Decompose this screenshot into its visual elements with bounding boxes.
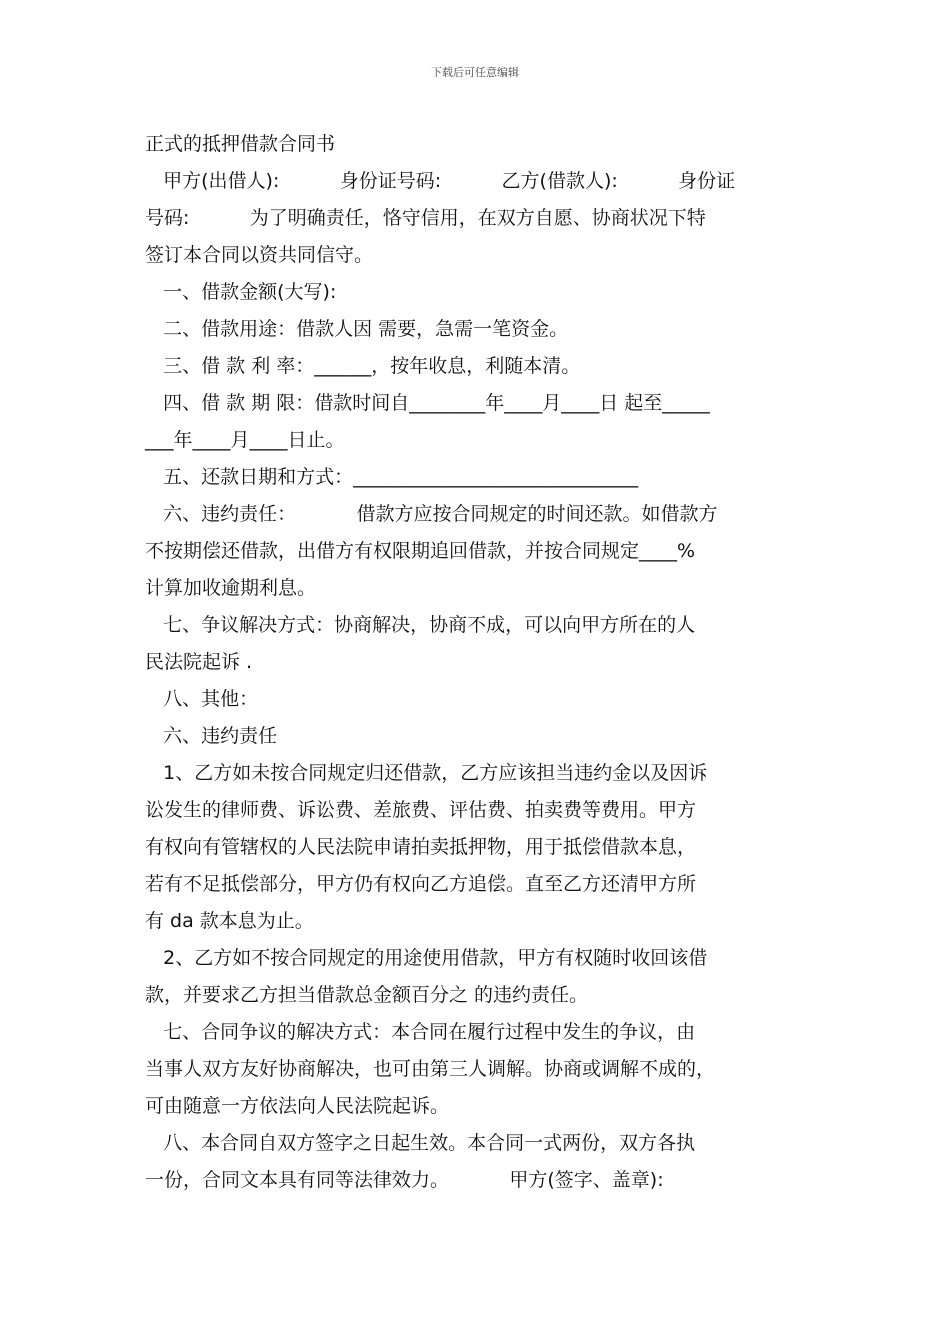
page-header-note: 下载后可任意编辑 [431,66,519,79]
text-line: 讼发生的律师费、诉讼费、差旅费、评估费、拍卖费等费用。甲方 [145,799,697,821]
text-line: 若有不足抵偿部分，甲方仍有权向乙方追偿。直至乙方还清甲方所 [145,873,697,895]
text-line: 八、其他： [145,688,259,710]
text-line: 一、借款金额(大写): [145,281,337,303]
contract-body [145,126,825,1199]
text-line: 六、违约责任： 借款方应按合同规定的时间还款。如借款方 [145,503,718,525]
text-line: 民法院起诉 . [145,651,253,673]
text-line: 2、乙方如不按合同规定的用途使用借款，甲方有权随时收回该借 [145,947,708,969]
text-line: 七、合同争议的解决方式：本合同在履行过程中发生的争议，由 [145,1021,696,1043]
text-line: 1、乙方如未按合同规定归还借款，乙方应该担当违约金以及因诉 [145,762,708,784]
text-line: 四、借 款 期 限：借款时间自________年____月____日 起至_____ [145,392,710,414]
text-line: 二、借款用途：借款人因 需要，急需一笔资金。 [145,318,569,340]
text-line: 六、违约责任 [145,725,278,747]
text-line: 计算加收逾期利息。 [145,577,317,599]
text-line: 八、本合同自双方签字之日起生效。本合同一式两份，双方各执 [145,1132,696,1154]
text-line: 号码: 为了明确责任，恪守信用，在双方自愿、协商状况下特 [145,207,706,229]
text-line: 甲方(出借人): 身份证号码: 乙方(借款人): 身份证 [145,170,736,192]
text-line: 不按期偿还借款，出借方有权限期追回借款，并按合同规定____% [145,540,696,562]
text-line: 五、还款日期和方式：______________________________ [145,466,639,488]
text-line: 可由随意一方依法向人民法院起诉。 [145,1095,450,1117]
contract-title: 正式的抵押借款合同书 [145,133,336,155]
text-line: ___年____月____日止。 [145,429,345,451]
text-line: 款，并要求乙方担当借款总金额百分之 的违约责任。 [145,984,589,1006]
text-line: 三、借 款 利 率：______，按年收息，利随本清。 [145,355,581,377]
text-line: 签订本合同以资共同信守。 [145,244,374,266]
text-line: 有 da 款本息为止。 [145,910,314,932]
text-line: 一份，合同文本具有同等法律效力。 甲方(签字、盖章): [145,1169,664,1191]
text-line: 有权向有管辖权的人民法院申请拍卖抵押物，用于抵偿借款本息， [145,836,697,858]
text-line: 当事人双方友好协商解决，也可由第三人调解。协商或调解不成的， [145,1058,716,1080]
text-line: 七、争议解决方式：协商解决，协商不成，可以向甲方所在的人 [145,614,696,636]
